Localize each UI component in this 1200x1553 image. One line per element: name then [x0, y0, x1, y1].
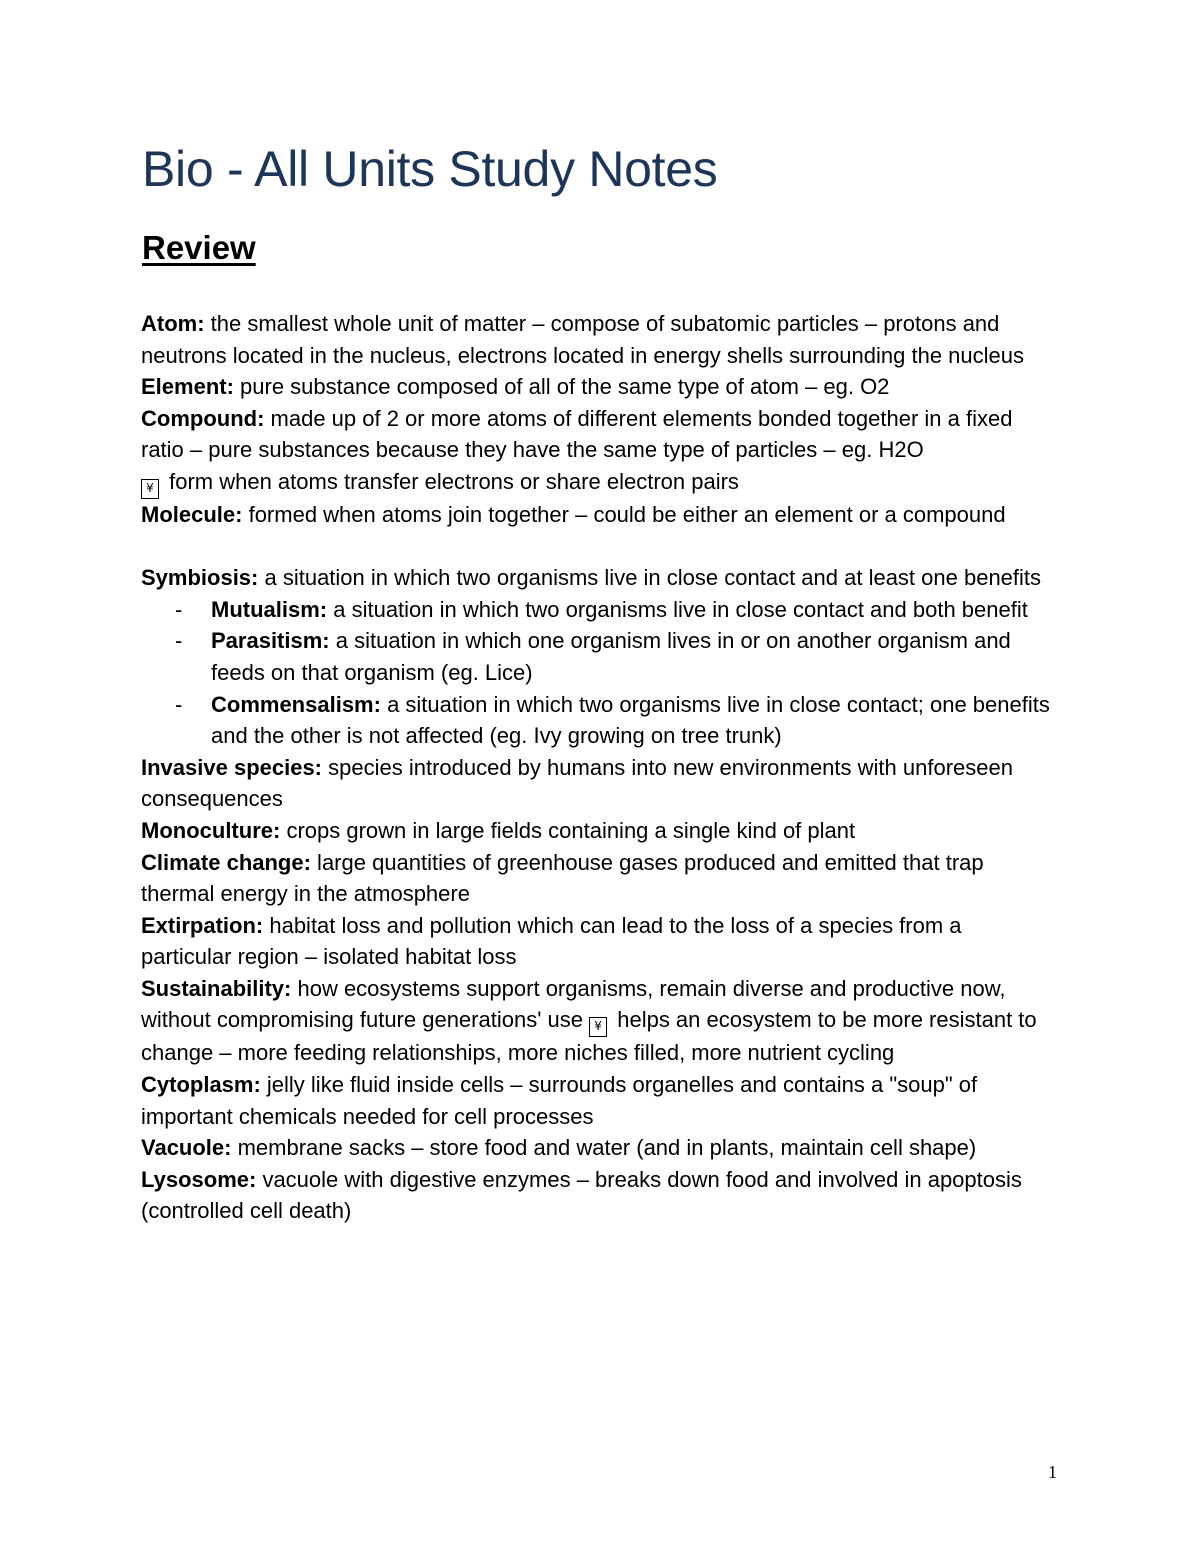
term-label: Monoculture:	[141, 817, 281, 843]
term-label: Molecule:	[141, 501, 243, 527]
paragraph-spacer	[141, 531, 1053, 563]
definition-text: made up of 2 or more atoms of different elements bonded together in a fixed ratio – pure substances because they have the same type of particles – eg. H2O	[141, 405, 1013, 463]
entry-molecule	[141, 499, 1053, 531]
term-label: Commensalism:	[211, 691, 381, 717]
definition-text: a situation in which two organisms live in close contact and both benefit	[327, 596, 1028, 622]
entry-monoculture	[141, 815, 1053, 847]
list-item-commensalism	[141, 689, 1053, 752]
definition-text: membrane sacks – store food and water (and in plants, maintain cell shape)	[231, 1135, 977, 1161]
term-label: Extirpation:	[141, 912, 264, 938]
entry-extirpation	[141, 910, 1053, 973]
term-label: Vacuole:	[141, 1135, 232, 1161]
missing-glyph-icon: ¥	[141, 479, 159, 499]
dash-bullet: -	[175, 628, 183, 654]
definition-text: a situation in which one organism lives in or on another organism and feeds on that organism (eg. Lice)	[211, 628, 1011, 685]
definition-text: large quantities of greenhouse gases produced and emitted that trap thermal energy in the atmosphere	[141, 849, 984, 907]
definition-text: jelly like fluid inside cells – surrounds organelles and contains a "soup" of important chemicals needed for cell processes	[141, 1072, 978, 1129]
term-label: Mutualism:	[211, 596, 328, 622]
definition-text: the smallest whole unit of matter – compose of subatomic particles – protons and neutrons located in the nucleus, electrons located in energy shells surrounding the nucleus	[141, 311, 1024, 368]
term-label: Lysosome:	[141, 1166, 257, 1192]
section-heading-review: Review	[142, 229, 256, 266]
entry-symbiosis	[141, 562, 1053, 594]
page-number: 1	[1048, 1462, 1057, 1482]
entry-lysosome	[141, 1164, 1053, 1227]
missing-glyph-icon: ¥	[589, 1017, 607, 1037]
entry-compound	[141, 403, 1053, 466]
term-label: Symbiosis:	[141, 565, 259, 591]
entry-cytoplasm	[141, 1069, 1053, 1132]
list-item-parasitism	[141, 625, 1053, 688]
term-label: Parasitism:	[211, 628, 330, 654]
term-label: Sustainability:	[141, 975, 292, 1001]
term-label: Cytoplasm:	[141, 1072, 261, 1098]
definition-text: crops grown in large fields containing a single kind of plant	[280, 817, 856, 843]
entry-atom	[141, 308, 1053, 371]
term-label: Climate change:	[141, 849, 311, 875]
definition-text: pure substance composed of all of the same type of atom – eg. O2	[233, 374, 890, 400]
entry-climate-change	[141, 847, 1053, 910]
entry-sustainability	[141, 973, 1053, 1069]
definition-text: a situation in which two organisms live in close contact; one benefits and the other is not affected (eg. Ivy growing on tree trunk)	[211, 691, 1050, 749]
entry-invasive-species	[141, 752, 1053, 815]
term-label: Atom:	[141, 311, 205, 336]
dash-bullet: -	[175, 691, 183, 717]
definition-text: habitat loss and pollution which can lead to the loss of a species from a particular region – isolated habitat loss	[141, 912, 962, 970]
definition-text-continued: helps an ecosystem to be more resistant to change – more feeding relationships, more niches filled, more nutrient cycling	[141, 1007, 1037, 1066]
definition-text: species introduced by humans into new environments with unforeseen consequences	[141, 754, 1013, 812]
definition-text: form when atoms transfer electrons or share electron pairs	[163, 468, 739, 494]
notes-body	[141, 308, 1053, 1227]
term-label: Compound:	[141, 405, 265, 431]
page-title: Bio - All Units Study Notes	[142, 141, 718, 197]
dash-bullet: -	[175, 596, 183, 622]
entry-element	[141, 371, 1053, 403]
definition-text: a situation in which two organisms live in close contact and at least one benefits	[258, 565, 1042, 591]
entry-compound-continued	[141, 466, 1053, 499]
term-label: Element:	[141, 374, 234, 400]
definition-text: how ecosystems support organisms, remain diverse and productive now, without compromising future generations' use	[141, 975, 1006, 1033]
list-item-mutualism	[141, 594, 1053, 626]
term-label: Invasive species:	[141, 754, 323, 780]
definition-text: formed when atoms join together – could be either an element or a compound	[242, 501, 1006, 527]
definition-text: vacuole with digestive enzymes – breaks down food and involved in apoptosis (controlled cell death)	[141, 1166, 1022, 1224]
symbiosis-types-list	[141, 594, 1053, 752]
entry-vacuole	[141, 1132, 1053, 1164]
